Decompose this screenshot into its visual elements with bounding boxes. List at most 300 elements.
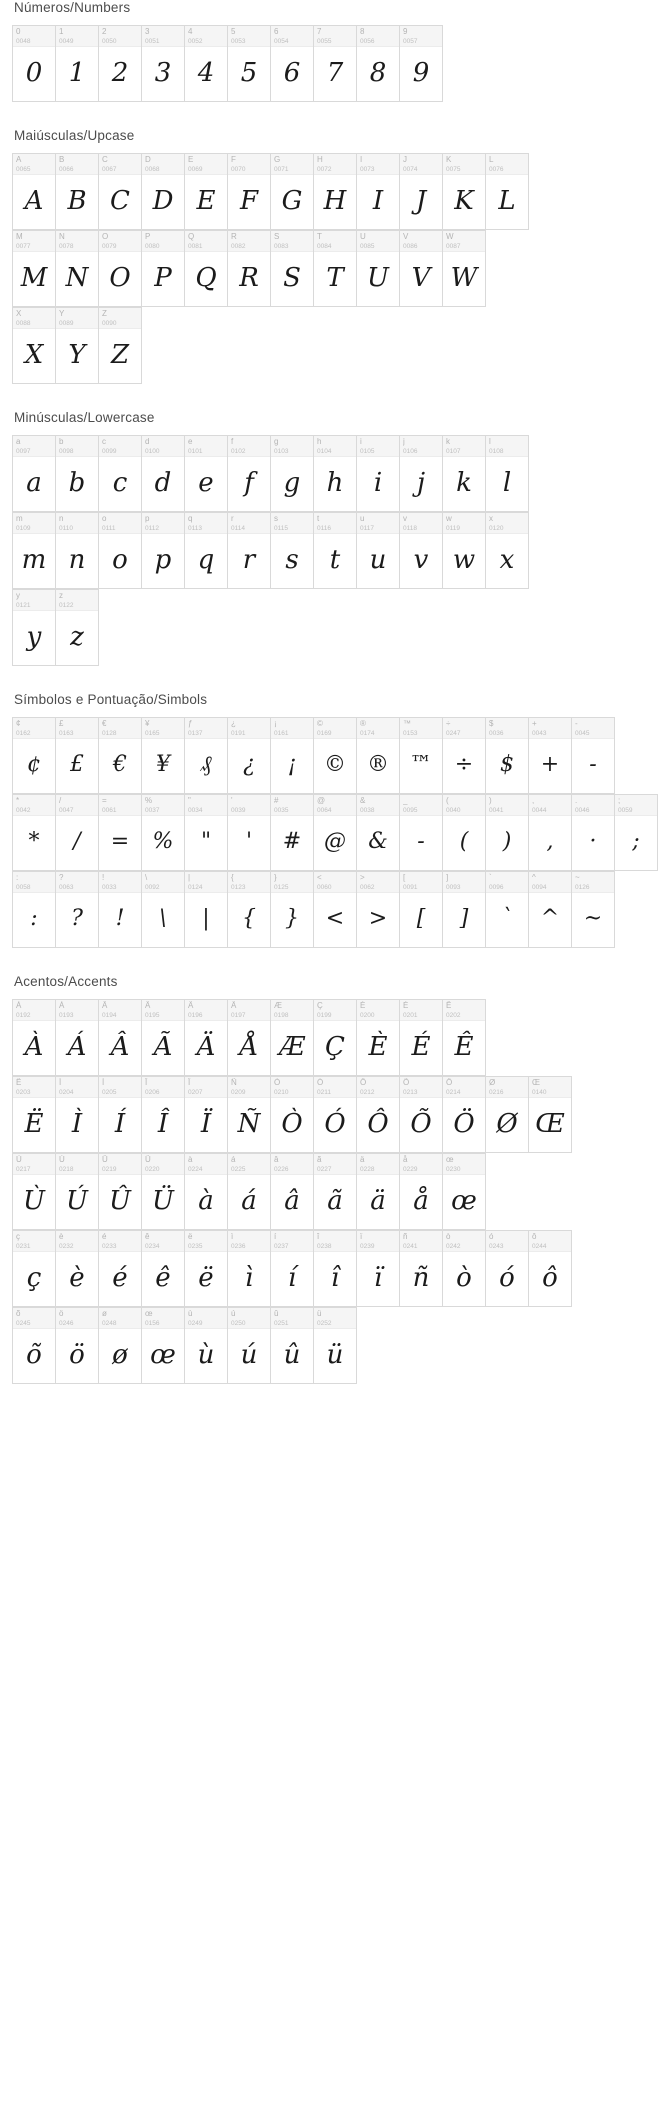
glyph-cell[interactable] [357, 1154, 400, 1230]
glyph-preview: ã [327, 1186, 343, 1216]
glyph-cell[interactable] [529, 872, 572, 948]
glyph-cell[interactable] [228, 231, 271, 307]
glyph-character-label: h [317, 437, 322, 446]
glyph-meta [271, 1308, 313, 1329]
glyph-meta [185, 1000, 227, 1021]
glyph-cell[interactable] [400, 795, 443, 871]
glyph-cell[interactable] [13, 795, 56, 871]
glyph-meta [228, 872, 270, 893]
glyph-cell[interactable] [357, 231, 400, 307]
glyph-meta [486, 795, 528, 816]
glyph-cell[interactable] [443, 1000, 486, 1076]
glyph-character-label: Y [59, 309, 65, 318]
glyph-preview: 3 [154, 58, 172, 88]
glyph-cell[interactable] [228, 154, 271, 230]
glyph-character-label: O [102, 232, 109, 241]
glyph-cell[interactable] [314, 1231, 357, 1307]
glyph-cell[interactable] [56, 1000, 99, 1076]
glyph-cell[interactable] [357, 872, 400, 948]
glyph-cell[interactable] [228, 718, 271, 794]
glyph-meta [56, 513, 98, 534]
glyph-code-label: 0083 [274, 243, 289, 250]
glyph-meta [314, 795, 356, 816]
glyph-code-label: 0089 [59, 320, 74, 327]
glyph-character-label: d [145, 437, 150, 446]
glyph-meta [99, 154, 141, 175]
glyph-cell[interactable] [314, 154, 357, 230]
glyph-character-label: ú [231, 1309, 236, 1318]
glyph-cell[interactable] [529, 1077, 572, 1153]
glyph-code-label: 0202 [446, 1012, 461, 1019]
glyph-cell[interactable] [13, 872, 56, 948]
glyph-cell[interactable] [13, 1154, 56, 1230]
glyph-meta [443, 231, 485, 252]
glyph-cell[interactable] [99, 154, 142, 230]
glyph-character-label: î [317, 1232, 320, 1241]
glyph-cell[interactable] [572, 872, 615, 948]
glyph-cell[interactable] [443, 795, 486, 871]
glyph-cell[interactable] [615, 795, 658, 871]
glyph-cell[interactable] [271, 1000, 314, 1076]
glyph-character-label: # [274, 796, 279, 805]
glyph-meta [142, 1000, 184, 1021]
glyph-cell[interactable] [271, 1154, 314, 1230]
glyph-preview: u [369, 545, 387, 575]
glyph-cell[interactable] [142, 154, 185, 230]
glyph-meta [56, 308, 98, 329]
glyph-cell[interactable] [529, 1231, 572, 1307]
glyph-cell[interactable] [99, 308, 142, 384]
glyph-code-label: 0099 [102, 448, 117, 455]
glyph-preview: % [152, 829, 174, 854]
glyph-cell[interactable] [99, 872, 142, 948]
glyph-grid [12, 999, 649, 1384]
glyph-cell[interactable] [314, 1308, 357, 1384]
glyph-cell[interactable] [357, 1077, 400, 1153]
glyph-preview: à [198, 1186, 214, 1216]
glyph-meta [357, 1000, 399, 1021]
glyph-cell[interactable] [56, 590, 99, 666]
glyph-cell[interactable] [13, 1308, 56, 1384]
glyph-meta [529, 718, 571, 739]
glyph-cell[interactable] [228, 1231, 271, 1307]
glyph-cell[interactable] [99, 513, 142, 589]
glyph-preview: 5 [240, 58, 258, 88]
glyph-cell[interactable] [142, 1154, 185, 1230]
glyph-cell[interactable] [99, 436, 142, 512]
glyph-code-label: 0035 [274, 807, 289, 814]
glyph-cell[interactable] [13, 26, 56, 102]
glyph-cell[interactable] [314, 872, 357, 948]
glyph-cell[interactable] [99, 1231, 142, 1307]
glyph-cell[interactable] [314, 718, 357, 794]
glyph-cell[interactable] [228, 1154, 271, 1230]
glyph-cell[interactable] [271, 718, 314, 794]
glyph-cell[interactable] [314, 26, 357, 102]
glyph-cell[interactable] [400, 718, 443, 794]
glyph-cell[interactable] [142, 1077, 185, 1153]
glyph-meta [13, 795, 55, 816]
glyph-meta [13, 513, 55, 534]
glyph-cell[interactable] [400, 1231, 443, 1307]
glyph-character-label: Ï [188, 1078, 191, 1087]
glyph-preview: ] [459, 906, 469, 931]
glyph-cell[interactable] [185, 436, 228, 512]
glyph-meta [142, 1231, 184, 1252]
glyph-cell[interactable] [271, 872, 314, 948]
glyph-cell[interactable] [400, 26, 443, 102]
glyph-character-label: v [403, 514, 407, 523]
glyph-cell[interactable] [142, 436, 185, 512]
glyph-code-label: 0117 [360, 525, 374, 532]
glyph-cell[interactable] [185, 1231, 228, 1307]
glyph-character-label: % [145, 796, 153, 805]
glyph-cell[interactable] [185, 718, 228, 794]
glyph-preview: Ì [71, 1109, 83, 1139]
glyph-cell[interactable] [357, 154, 400, 230]
glyph-cell[interactable] [13, 231, 56, 307]
glyph-character-label: ì [231, 1232, 234, 1241]
glyph-preview: é [112, 1263, 128, 1293]
glyph-meta [56, 154, 98, 175]
glyph-meta [142, 1077, 184, 1098]
glyph-cell[interactable] [314, 795, 357, 871]
glyph-cell[interactable] [56, 795, 99, 871]
glyph-cell[interactable] [13, 308, 56, 384]
glyph-cell[interactable] [228, 26, 271, 102]
glyph-cell[interactable] [185, 513, 228, 589]
glyph-cell[interactable] [400, 154, 443, 230]
glyph-cell[interactable] [443, 513, 486, 589]
glyph-meta [357, 1231, 399, 1252]
glyph-cell[interactable] [13, 1231, 56, 1307]
glyph-character-label: Õ [403, 1078, 410, 1087]
glyph-cell[interactable] [13, 513, 56, 589]
glyph-cell[interactable] [400, 872, 443, 948]
glyph-cell[interactable] [13, 1077, 56, 1153]
glyph-code-label: 0085 [360, 243, 375, 250]
glyph-cell[interactable] [99, 26, 142, 102]
glyph-cell[interactable] [56, 872, 99, 948]
glyph-cell[interactable] [400, 1000, 443, 1076]
glyph-cell[interactable] [357, 513, 400, 589]
glyph-preview: ' [245, 829, 253, 854]
glyph-meta [13, 1077, 55, 1098]
glyph-meta [271, 718, 313, 739]
glyph-cell[interactable] [314, 1077, 357, 1153]
glyph-preview: v [413, 545, 429, 575]
glyph-cell[interactable] [314, 436, 357, 512]
glyph-cell[interactable] [400, 231, 443, 307]
glyph-cell[interactable] [443, 1154, 486, 1230]
glyph-character-label: ¢ [16, 719, 21, 728]
glyph-cell[interactable] [185, 26, 228, 102]
glyph-meta [13, 26, 55, 47]
glyph-cell[interactable] [13, 718, 56, 794]
glyph-cell[interactable] [443, 1231, 486, 1307]
glyph-cell[interactable] [99, 1077, 142, 1153]
glyph-meta [99, 718, 141, 739]
glyph-code-label: 0126 [575, 884, 590, 891]
glyph-meta [56, 1077, 98, 1098]
glyph-cell[interactable] [56, 1154, 99, 1230]
glyph-code-label: 0228 [360, 1166, 375, 1173]
glyph-cell[interactable] [228, 1077, 271, 1153]
glyph-cell[interactable] [185, 795, 228, 871]
glyph-cell[interactable] [56, 231, 99, 307]
glyph-cell[interactable] [271, 1231, 314, 1307]
glyph-code-label: 0249 [188, 1320, 203, 1327]
glyph-preview: ü [326, 1340, 344, 1370]
glyph-cell[interactable] [271, 795, 314, 871]
glyph-code-label: 0081 [188, 243, 203, 250]
glyph-cell[interactable] [486, 513, 529, 589]
glyph-character-label: ) [489, 796, 492, 805]
glyph-preview: Ù [23, 1186, 45, 1216]
glyph-cell[interactable] [142, 1000, 185, 1076]
glyph-code-label: 0053 [231, 38, 246, 45]
glyph-cell[interactable] [443, 718, 486, 794]
glyph-cell[interactable] [529, 718, 572, 794]
glyph-cell[interactable] [271, 26, 314, 102]
glyph-code-label: 0225 [231, 1166, 246, 1173]
glyph-cell[interactable] [228, 795, 271, 871]
glyph-code-label: 0242 [446, 1243, 461, 1250]
glyph-cell[interactable] [228, 436, 271, 512]
glyph-cell[interactable] [13, 590, 56, 666]
glyph-cell[interactable] [443, 1077, 486, 1153]
glyph-meta [314, 231, 356, 252]
glyph-preview: Ä [196, 1032, 216, 1062]
glyph-cell[interactable] [56, 513, 99, 589]
glyph-character-label: ¡ [274, 719, 277, 728]
glyph-cell[interactable] [357, 718, 400, 794]
glyph-code-label: 0044 [532, 807, 547, 814]
glyph-cell[interactable] [443, 436, 486, 512]
glyph-cell[interactable] [142, 513, 185, 589]
glyph-character-label: o [102, 514, 107, 523]
glyph-cell[interactable] [314, 1000, 357, 1076]
glyph-code-label: 0201 [403, 1012, 418, 1019]
glyph-cell[interactable] [99, 718, 142, 794]
glyph-cell[interactable] [142, 1308, 185, 1384]
glyph-cell[interactable] [314, 231, 357, 307]
glyph-preview: Å [239, 1032, 259, 1062]
glyph-cell[interactable] [185, 1000, 228, 1076]
glyph-cell[interactable] [13, 1000, 56, 1076]
glyph-character-label: i [360, 437, 362, 446]
glyph-cell[interactable] [228, 513, 271, 589]
glyph-cell[interactable] [271, 231, 314, 307]
glyph-cell[interactable] [529, 795, 572, 871]
glyph-character-label: Å [231, 1001, 237, 1010]
glyph-cell[interactable] [400, 513, 443, 589]
glyph-character-label: õ [16, 1309, 21, 1318]
glyph-meta [99, 1154, 141, 1175]
glyph-cell[interactable] [99, 795, 142, 871]
glyph-meta [271, 795, 313, 816]
glyph-preview: = [110, 829, 130, 854]
glyph-row [12, 153, 529, 230]
glyph-preview: @ [324, 829, 346, 854]
glyph-cell[interactable] [56, 436, 99, 512]
glyph-cell[interactable] [185, 1077, 228, 1153]
glyph-cell[interactable] [486, 795, 529, 871]
glyph-cell[interactable] [486, 718, 529, 794]
glyph-cell[interactable] [486, 872, 529, 948]
glyph-preview: q [197, 545, 215, 575]
glyph-cell[interactable] [56, 1308, 99, 1384]
glyph-character-label: 2 [102, 27, 107, 36]
glyph-cell[interactable] [56, 1077, 99, 1153]
glyph-meta [228, 26, 270, 47]
glyph-character-label: " [188, 796, 191, 805]
glyph-cell[interactable] [56, 154, 99, 230]
glyph-character-label: ` [489, 873, 492, 882]
glyph-cell[interactable] [56, 308, 99, 384]
glyph-preview: É [411, 1032, 431, 1062]
glyph-cell[interactable] [357, 436, 400, 512]
glyph-preview: M [20, 263, 48, 293]
glyph-character-label: ø [102, 1309, 107, 1318]
glyph-character-label: u [360, 514, 365, 523]
glyph-cell[interactable] [271, 1308, 314, 1384]
glyph-character-label: Ä [188, 1001, 194, 1010]
glyph-code-label: 0205 [102, 1089, 117, 1096]
glyph-meta [400, 436, 442, 457]
glyph-preview: b [68, 468, 86, 498]
glyph-cell[interactable] [13, 154, 56, 230]
glyph-cell[interactable] [443, 231, 486, 307]
glyph-cell[interactable] [185, 872, 228, 948]
glyph-cell[interactable] [400, 1154, 443, 1230]
glyph-preview: ¥ [156, 752, 170, 777]
glyph-cell[interactable] [271, 154, 314, 230]
glyph-cell[interactable] [142, 26, 185, 102]
glyph-cell[interactable] [228, 1000, 271, 1076]
glyph-preview: n [68, 545, 86, 575]
glyph-cell[interactable] [357, 26, 400, 102]
glyph-cell[interactable] [400, 1077, 443, 1153]
glyph-cell[interactable] [185, 1154, 228, 1230]
glyph-cell[interactable] [142, 718, 185, 794]
glyph-code-label: 0236 [231, 1243, 246, 1250]
glyph-preview: o [112, 545, 128, 575]
glyph-cell[interactable] [271, 513, 314, 589]
glyph-character-label: U [360, 232, 366, 241]
glyph-row [12, 999, 486, 1076]
glyph-meta [13, 590, 55, 611]
glyph-cell[interactable] [271, 436, 314, 512]
glyph-meta [185, 154, 227, 175]
glyph-cell[interactable] [357, 795, 400, 871]
glyph-character-label: ® [360, 719, 366, 728]
glyph-code-label: 0061 [102, 807, 117, 814]
glyph-cell[interactable] [357, 1231, 400, 1307]
glyph-code-label: 0100 [145, 448, 160, 455]
glyph-preview: ? [71, 906, 83, 931]
glyph-code-label: 0239 [360, 1243, 375, 1250]
glyph-row [12, 435, 529, 512]
glyph-cell[interactable] [56, 718, 99, 794]
glyph-code-label: 0209 [231, 1089, 246, 1096]
glyph-cell[interactable] [99, 1308, 142, 1384]
glyph-meta [271, 1154, 313, 1175]
glyph-cell[interactable] [142, 872, 185, 948]
glyph-cell[interactable] [56, 1231, 99, 1307]
glyph-character-label: 9 [403, 27, 408, 36]
glyph-meta [56, 590, 98, 611]
glyph-meta [314, 436, 356, 457]
glyph-code-label: 0194 [102, 1012, 117, 1019]
glyph-preview: Y [68, 340, 86, 370]
glyph-cell[interactable] [142, 1231, 185, 1307]
glyph-cell[interactable] [314, 513, 357, 589]
glyph-cell[interactable] [486, 1231, 529, 1307]
glyph-cell[interactable] [443, 154, 486, 230]
glyph-cell[interactable] [185, 154, 228, 230]
glyph-cell[interactable] [357, 1000, 400, 1076]
glyph-character-label: s [274, 514, 278, 523]
glyph-meta [572, 718, 614, 739]
glyph-code-label: 0087 [446, 243, 461, 250]
glyph-code-label: 0060 [317, 884, 332, 891]
glyph-preview: m [21, 545, 47, 575]
glyph-meta [443, 436, 485, 457]
glyph-cell[interactable] [99, 1000, 142, 1076]
glyph-cell[interactable] [56, 26, 99, 102]
glyph-meta [228, 718, 270, 739]
glyph-meta [443, 718, 485, 739]
glyph-row [12, 230, 486, 307]
glyph-cell[interactable] [99, 1154, 142, 1230]
glyph-cell[interactable] [142, 795, 185, 871]
glyph-cell[interactable] [142, 231, 185, 307]
glyph-cell[interactable] [572, 795, 615, 871]
glyph-meta [443, 1154, 485, 1175]
glyph-cell[interactable] [271, 1077, 314, 1153]
glyph-meta [228, 436, 270, 457]
glyph-cell[interactable] [400, 436, 443, 512]
glyph-preview: U [367, 263, 389, 293]
glyph-cell[interactable] [443, 872, 486, 948]
glyph-cell[interactable] [486, 436, 529, 512]
glyph-cell[interactable] [228, 872, 271, 948]
glyph-character-label: j [403, 437, 405, 446]
glyph-cell[interactable] [13, 436, 56, 512]
glyph-cell[interactable] [185, 1308, 228, 1384]
glyph-preview: i [373, 468, 383, 498]
glyph-meta [228, 795, 270, 816]
glyph-cell[interactable] [228, 1308, 271, 1384]
glyph-code-label: 0237 [274, 1243, 289, 1250]
glyph-cell[interactable] [486, 154, 529, 230]
glyph-preview: ô [542, 1263, 558, 1293]
glyph-character-label: ] [446, 873, 449, 882]
glyph-meta [400, 231, 442, 252]
glyph-cell[interactable] [99, 231, 142, 307]
glyph-preview: [ [416, 906, 426, 931]
glyph-preview: î [330, 1263, 340, 1293]
glyph-preview: R [239, 263, 259, 293]
glyph-meta [443, 154, 485, 175]
glyph-cell[interactable] [486, 1077, 529, 1153]
glyph-meta [357, 718, 399, 739]
glyph-cell[interactable] [314, 1154, 357, 1230]
glyph-character-label: } [274, 873, 277, 882]
glyph-cell[interactable] [185, 231, 228, 307]
glyph-cell[interactable] [572, 718, 615, 794]
